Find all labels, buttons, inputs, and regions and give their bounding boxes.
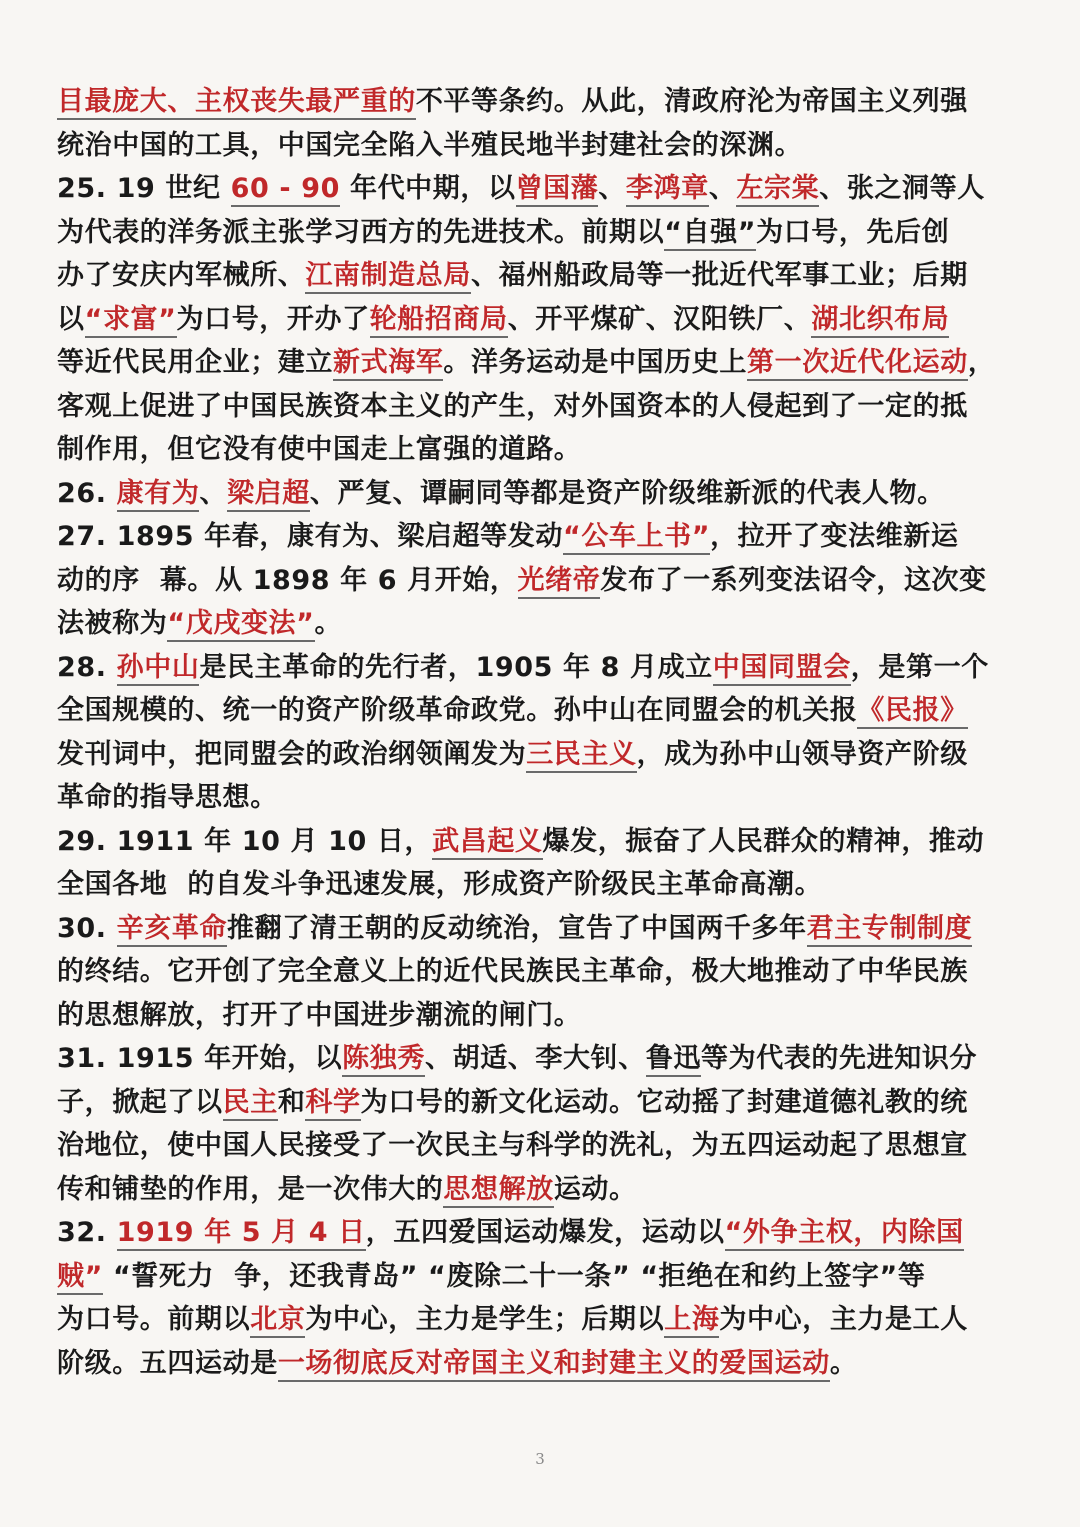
text-line — [57, 515, 1024, 559]
underlined-term: 鲁迅 — [646, 1043, 701, 1077]
text-segment: 为口号。前期以 — [57, 1304, 251, 1335]
text-segment: 动的序 幕。从 1898 年 6 月开始， — [57, 564, 518, 596]
text-line — [57, 646, 1024, 690]
highlighted-term: 1919 年 5 月 4 日 — [117, 1217, 366, 1251]
text-segment: 的思想解放，打开了中国进步潮流的闸门。 — [57, 999, 582, 1031]
page-number: 3 — [535, 1450, 545, 1468]
highlighted-term: 李鸿章 — [626, 173, 709, 207]
text-line — [57, 994, 1024, 1038]
text-segment: 、严复、谭嗣同等都是资产阶级维新派的代表人物。 — [309, 477, 945, 509]
text-line — [57, 863, 1024, 907]
text-segment: 。 — [829, 1347, 858, 1379]
text-segment: 为口号，开办了 — [176, 303, 370, 335]
text-segment: 全国各地 的自发斗争迅速发展，形成资产阶级民主革命高潮。 — [57, 869, 823, 900]
highlighted-term: 左宗棠 — [736, 173, 819, 207]
text-segment: 、 — [708, 173, 737, 204]
highlighted-term: 上海 — [664, 1304, 719, 1338]
text-line — [57, 341, 1024, 385]
highlighted-term: 《民报》 — [857, 695, 967, 729]
text-segment: 、张之洞等人 — [819, 173, 985, 204]
text-line — [57, 820, 1024, 864]
text-segment: 为口号，先后创 — [756, 216, 950, 248]
text-line — [57, 1124, 1024, 1168]
text-segment: 客观上促进了中国民族资本主义的产生，对外国资本的人侵起到了一定的抵 — [57, 390, 968, 422]
text-segment: 统治中国的工具，中国完全陷入半殖民地半封建社会的深渊。 — [57, 129, 803, 161]
text-line — [57, 689, 1024, 733]
text-segment: 办了安庆内军械所、 — [57, 260, 306, 291]
highlighted-term: 新式海军 — [333, 347, 443, 381]
highlighted-term: 60 - 90 — [231, 173, 340, 207]
text-segment: 为中心，主力是学生；后期以 — [305, 1304, 665, 1335]
text-segment: ，成为孙中山领导资产阶级 — [636, 738, 968, 770]
text-line — [57, 385, 1024, 429]
highlighted-term: 君主专制制度 — [807, 913, 973, 947]
text-segment: 治地位，使中国人民接受了一次民主与科学的洗礼，为五四运动起了思想宣 — [57, 1130, 968, 1161]
text-line — [57, 950, 1024, 994]
text-segment: 不平等条约。从此，清政府沦为帝国主义列强 — [415, 86, 968, 117]
text-segment: 法被称为 — [57, 608, 168, 639]
text-segment: 27. 1895 年春，康有为、梁启超等发动 — [57, 521, 563, 552]
text-segment: 爆发，振奋了人民群众的精神，推动 — [542, 825, 985, 857]
text-line — [57, 472, 1024, 516]
text-line — [57, 1037, 1024, 1081]
text-line — [57, 1342, 1024, 1386]
highlighted-term: 江南制造总局 — [305, 260, 471, 294]
text-segment: 25. 19 世纪 — [57, 173, 231, 204]
highlighted-term: 民主 — [223, 1087, 278, 1121]
text-segment: 制作用，但它没有使中国走上富强的道路。 — [57, 434, 582, 465]
text-segment: 30. — [57, 912, 117, 944]
text-segment: 、 — [598, 173, 626, 204]
highlighted-term: 北京 — [250, 1304, 305, 1338]
highlighted-term: 贼” — [57, 1261, 103, 1295]
text-segment: 26. — [57, 477, 117, 509]
text-line — [57, 559, 1024, 603]
highlighted-term: 辛亥革命 — [117, 913, 227, 947]
text-segment: ， — [967, 347, 996, 378]
text-segment: 为口号的新文化运动。它动摇了封建道德礼教的统 — [360, 1086, 968, 1118]
text-segment: 全国规模的、统一的资产阶级革命政党。孙中山在同盟会的机关报 — [57, 695, 858, 726]
text-segment: 传和铺垫的作用，是一次伟大的 — [57, 1173, 444, 1205]
text-segment: 年代中期，以 — [339, 173, 516, 204]
highlighted-term: “公车上书” — [563, 521, 710, 555]
text-line — [57, 776, 1024, 820]
highlighted-term: 三民主义 — [526, 739, 636, 773]
highlighted-term: 中国同盟会 — [713, 652, 851, 686]
text-segment: 28. — [57, 651, 117, 683]
highlighted-term: 湖北织布局 — [811, 304, 949, 338]
text-segment: 和 — [277, 1086, 306, 1118]
highlighted-term: 第一次近代化运动 — [747, 347, 968, 381]
text-segment: 以 — [57, 303, 85, 335]
text-segment: 29. 1911 年 10 月 10 日， — [57, 825, 433, 857]
text-line — [57, 211, 1024, 255]
text-segment: ，是第一个 — [850, 651, 989, 683]
text-segment: 为中心，主力是工人 — [719, 1304, 968, 1335]
highlighted-term: 目最庞大、主权丧失最严重的 — [57, 86, 416, 120]
highlighted-term: 武昌起义 — [432, 826, 542, 860]
text-line — [57, 1081, 1024, 1125]
text-segment: 的终结。它开创了完全意义上的近代民族民主革命，极大地推动了中华民族 — [57, 956, 968, 987]
text-segment: 32. — [57, 1217, 117, 1248]
text-segment: 。洋务运动是中国历史上 — [443, 347, 748, 378]
text-segment: ，五四爱国运动爆发，运动以 — [365, 1217, 725, 1248]
body-text — [57, 80, 1024, 1385]
highlighted-term: 孙中山 — [117, 652, 200, 686]
highlighted-term: 陈独秀 — [342, 1043, 425, 1077]
text-line — [57, 80, 1024, 124]
text-segment: 。 — [314, 608, 343, 639]
highlighted-term: 梁启超 — [227, 478, 310, 512]
text-segment: “誓死力 争，还我青岛” “废除二十一条” “拒绝在和约上签字”等 — [102, 1260, 926, 1292]
highlighted-term: 光绪帝 — [518, 565, 601, 599]
text-segment: 、福州船政局等一批近代军事工业；后期 — [471, 260, 968, 291]
text-segment: 运动。 — [553, 1173, 637, 1205]
text-segment: 发布了一系列变法诏令，这次变 — [600, 564, 987, 596]
text-segment: 、 — [199, 477, 228, 509]
text-line — [57, 124, 1024, 168]
text-segment: 推翻了清王朝的反动统治，宣告了中国两千多年 — [227, 912, 807, 944]
text-segment: 31. 1915 年开始，以 — [57, 1043, 343, 1074]
highlighted-term: “求富” — [85, 304, 177, 338]
text-line — [57, 907, 1024, 951]
highlighted-term: 一场彻底反对帝国主义和封建主义的爱国运动 — [278, 1348, 830, 1382]
highlighted-term: “戊戌变法” — [167, 608, 314, 642]
text-segment: 阶级。五四运动是 — [57, 1347, 278, 1379]
text-line — [57, 428, 1024, 472]
text-line — [57, 733, 1024, 777]
highlighted-term: 科学 — [305, 1087, 360, 1121]
text-segment: 革命的指导思想。 — [57, 782, 278, 813]
underlined-term: “自强” — [664, 217, 756, 251]
text-line — [57, 254, 1024, 298]
text-segment: ，拉开了变法维新运 — [710, 521, 959, 552]
text-segment: 、开平煤矿、汉阳铁厂、 — [507, 303, 812, 335]
highlighted-term: 轮船招商局 — [370, 304, 508, 338]
highlighted-term: 思想解放 — [443, 1174, 553, 1208]
text-segment: 发刊词中，把同盟会的政治纲领阐发为 — [57, 738, 527, 770]
highlighted-term: 康有为 — [117, 478, 200, 512]
text-segment: 等近代民用企业；建立 — [57, 347, 333, 378]
text-line — [57, 1255, 1024, 1299]
highlighted-term: “外争主权，内除国 — [725, 1217, 964, 1251]
text-line — [57, 1168, 1024, 1212]
text-line — [57, 1211, 1024, 1255]
text-segment: 为代表的洋务派主张学习西方的先进技术。前期以 — [57, 216, 665, 248]
text-line — [57, 602, 1024, 646]
text-line — [57, 167, 1024, 211]
text-segment: 子，掀起了以 — [57, 1086, 223, 1118]
text-line — [57, 1298, 1024, 1342]
text-segment: 、胡适、李大钊、 — [425, 1043, 646, 1074]
text-segment: 等为代表的先进知识分 — [701, 1043, 978, 1074]
highlighted-term: 曾国藩 — [516, 173, 599, 207]
text-line — [57, 298, 1024, 342]
text-segment: 是民主革命的先行者，1905 年 8 月成立 — [199, 651, 713, 683]
